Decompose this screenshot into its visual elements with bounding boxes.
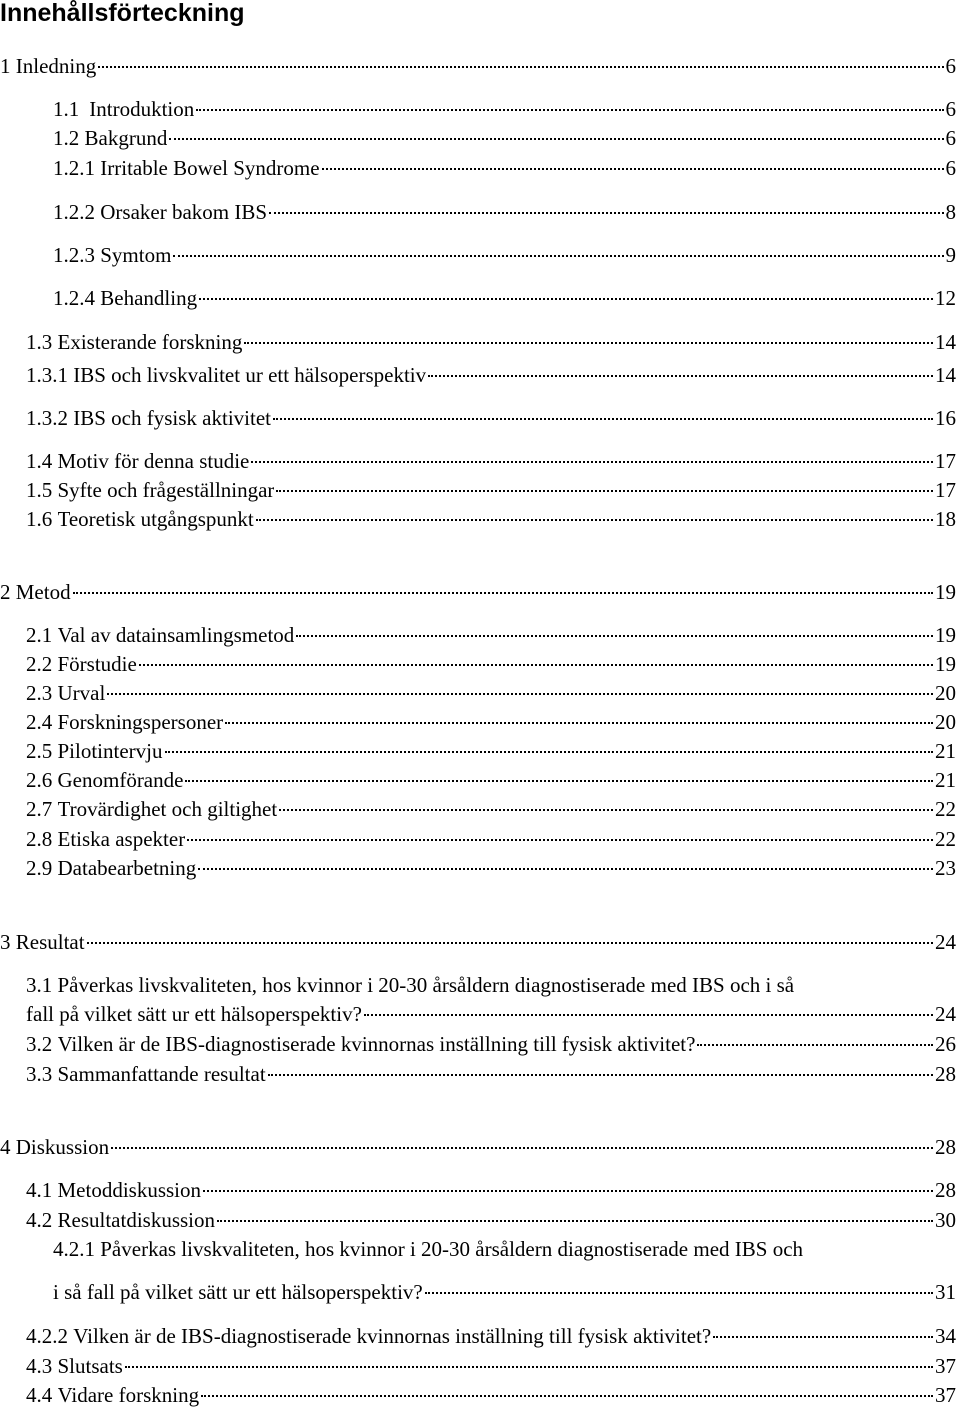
toc-entry-page: 37 — [935, 1383, 956, 1407]
leader-dots — [217, 1219, 933, 1222]
toc-entry-page: 23 — [935, 856, 956, 880]
leader-dots — [269, 211, 943, 214]
toc-entry-page: 26 — [935, 1032, 956, 1056]
leader-dots — [322, 167, 944, 170]
toc-entry-number: 1.2.1 — [53, 156, 95, 180]
toc-entry-page: 22 — [935, 827, 956, 851]
leader-dots — [273, 417, 933, 420]
leader-dots — [187, 838, 933, 841]
toc-entry-label: Resultat — [15, 930, 85, 954]
toc-entry-number: 1.4 — [26, 449, 53, 473]
toc-entry-page: 6 — [945, 97, 956, 121]
toc-entry-number: 2.2 — [26, 652, 53, 676]
toc-entry[interactable] — [26, 680, 956, 706]
leader-dots — [279, 808, 933, 811]
leader-dots — [428, 374, 933, 377]
toc-entry-label: IBS och livskvalitet ur ett hälsoperspektiv — [73, 363, 427, 387]
toc-entry-label: Sammanfattande resultat — [57, 1062, 266, 1086]
toc-entry-page: 14 — [935, 363, 956, 387]
toc-entry-label: Etiska aspekter — [57, 827, 186, 851]
leader-dots — [199, 297, 933, 300]
toc-entry-label: IBS och fysisk aktivitet — [73, 406, 271, 430]
leader-dots — [107, 692, 933, 695]
leader-dots — [697, 1043, 933, 1046]
toc-entry[interactable] — [26, 477, 956, 503]
toc-entry-number: 1.1 — [53, 97, 80, 121]
toc-entry-page: 24 — [935, 1002, 956, 1026]
leader-dots — [256, 518, 933, 521]
toc-entry[interactable] — [26, 1207, 956, 1233]
toc-entry[interactable] — [53, 199, 956, 225]
toc-entry[interactable] — [26, 767, 956, 793]
toc-entry[interactable] — [26, 826, 956, 852]
toc-entry-number: 2.5 — [26, 739, 53, 763]
toc-entry-label: Trovärdighet och giltighet — [57, 797, 278, 821]
toc-entry[interactable] — [26, 651, 956, 677]
toc-entry[interactable] — [26, 329, 956, 355]
leader-dots — [251, 460, 933, 463]
toc-entry-number: 4.2.2 — [26, 1324, 68, 1348]
toc-entry-number: 3.2 — [26, 1032, 53, 1056]
toc-entry-number: 1.5 — [26, 478, 53, 502]
toc-entry-label: Förstudie — [57, 652, 137, 676]
toc-entry-number: 2 — [0, 580, 11, 604]
toc-entry-wrapped[interactable] — [53, 1236, 956, 1262]
toc-entry-number: 2.9 — [26, 856, 53, 880]
toc-entry-number: 1.6 — [26, 507, 53, 531]
toc-entry-number: 4.3 — [26, 1354, 53, 1378]
toc-entry-page: 6 — [945, 126, 956, 150]
leader-dots — [713, 1335, 933, 1338]
toc-entry-number: 1.2 — [53, 126, 80, 150]
toc-entry-page: 8 — [945, 200, 956, 224]
leader-dots — [173, 254, 943, 257]
toc-entry[interactable] — [53, 125, 956, 151]
toc-entry-number: 2.1 — [26, 623, 53, 647]
toc-entry-number: 2.4 — [26, 710, 53, 734]
toc-entry-label: Motiv för denna studie — [57, 449, 250, 473]
toc-entry-number: 4.2 — [26, 1208, 53, 1232]
toc-entry-number: 3.3 — [26, 1062, 53, 1086]
toc-entry[interactable] — [26, 738, 956, 764]
toc-entry-number: 2.8 — [26, 827, 53, 851]
leader-dots — [201, 1394, 933, 1397]
toc-entry-number: 1.3 — [26, 330, 53, 354]
toc-entry-number: 1.2.4 — [53, 286, 95, 310]
toc-entry-label: Forskningspersoner — [57, 710, 224, 734]
toc-entry-label: Urval — [57, 681, 106, 705]
toc-entry-number: 2.3 — [26, 681, 53, 705]
leader-dots — [225, 721, 933, 724]
toc-entry[interactable] — [26, 709, 956, 735]
toc-entry-label: Påverkas livskvaliteten, hos kvinnor i 20-30 årsåldern diagnostiserade med IBS och i så — [57, 973, 795, 997]
toc-entry-wrapped[interactable] — [26, 972, 956, 998]
toc-entry-page: 6 — [945, 54, 956, 78]
toc-entry-label: Existerande forskning — [57, 330, 243, 354]
toc-entry-label: Diskussion — [15, 1135, 110, 1159]
toc-entry-number: 1.2.3 — [53, 243, 95, 267]
toc-entry-page: 21 — [935, 768, 956, 792]
toc-entry[interactable] — [0, 579, 956, 605]
toc-entry-page: 20 — [935, 681, 956, 705]
toc-entry[interactable] — [0, 53, 956, 79]
leader-dots — [425, 1291, 933, 1294]
leader-dots — [276, 489, 933, 492]
toc-entry-page: 17 — [935, 478, 956, 502]
toc-entry-page: 22 — [935, 797, 956, 821]
toc-entry-page: 9 — [945, 243, 956, 267]
toc-entry-label: Metod — [15, 580, 71, 604]
toc-entry-label: Introduktion — [89, 97, 195, 121]
toc-entry-page: 28 — [935, 1135, 956, 1159]
toc-entry-label-continued: i så fall på vilket sätt ur ett hälsoperspektiv? — [53, 1280, 423, 1304]
toc-entry-page: 16 — [935, 406, 956, 430]
toc-entry-label: Genomförande — [57, 768, 184, 792]
toc-entry[interactable] — [53, 285, 956, 311]
toc-entry[interactable] — [26, 855, 956, 881]
toc-entry[interactable] — [26, 362, 956, 388]
toc-entry-page: 20 — [935, 710, 956, 734]
leader-dots — [87, 941, 933, 944]
toc-entry[interactable] — [53, 242, 956, 268]
toc-entry-number: 1 — [0, 54, 11, 78]
toc-entry[interactable] — [26, 1177, 956, 1203]
toc-entry-page: 6 — [945, 156, 956, 180]
toc-entry-label: Vilken är de IBS-diagnostiserade kvinnornas inställning till fysisk aktivitet? — [57, 1032, 696, 1056]
toc-entry-label: Behandling — [100, 286, 198, 310]
leader-dots — [268, 1073, 933, 1076]
toc-entry-label: Påverkas livskvaliteten, hos kvinnor i 20-30 årsåldern diagnostiserade med IBS och — [100, 1237, 804, 1261]
leader-dots — [198, 867, 933, 870]
toc-entry[interactable] — [26, 405, 956, 431]
toc-entry-page: 21 — [935, 739, 956, 763]
toc-entry-label: Databearbetning — [57, 856, 197, 880]
toc-entry-page: 28 — [935, 1062, 956, 1086]
toc-entry-label: Bakgrund — [84, 126, 168, 150]
toc-entry-number: 3.1 — [26, 973, 53, 997]
toc-entry-page: 19 — [935, 623, 956, 647]
leader-dots — [139, 663, 933, 666]
toc-entry-page: 17 — [935, 449, 956, 473]
toc-entry-number: 3 — [0, 930, 11, 954]
toc-entry-label: Vidare forskning — [57, 1383, 200, 1407]
toc-entry-page: 31 — [935, 1280, 956, 1304]
leader-dots — [244, 341, 933, 344]
toc-entry-label: Val av datainsamlingsmetod — [57, 623, 295, 647]
toc-entry[interactable] — [53, 96, 956, 122]
toc-entry-number: 2.7 — [26, 797, 53, 821]
toc-entry-page: 19 — [935, 652, 956, 676]
toc-entry-page: 28 — [935, 1178, 956, 1202]
leader-dots — [203, 1189, 933, 1192]
toc-entry-page: 34 — [935, 1324, 956, 1348]
leader-dots — [196, 108, 943, 111]
toc-entry-label: Vilken är de IBS-diagnostiserade kvinnornas inställning till fysisk aktivitet? — [73, 1324, 712, 1348]
toc-entry-page: 24 — [935, 930, 956, 954]
toc-entry[interactable] — [26, 448, 956, 474]
leader-dots — [111, 1146, 933, 1149]
toc-entry[interactable] — [0, 1134, 956, 1160]
toc-entry-number: 1.3.1 — [26, 363, 68, 387]
toc-title: Innehållsförteckning — [0, 0, 245, 27]
toc-entry-label: Symtom — [100, 243, 172, 267]
toc-entry-label: Resultatdiskussion — [57, 1208, 216, 1232]
toc-entry-label: Irritable Bowel Syndrome — [100, 156, 320, 180]
toc-entry[interactable] — [0, 929, 956, 955]
toc-entry-label: Pilotintervju — [57, 739, 163, 763]
toc-entry-label: Syfte och frågeställningar — [57, 478, 275, 502]
toc-entry-page: 37 — [935, 1354, 956, 1378]
toc-entry[interactable] — [26, 622, 956, 648]
toc-entry-label: Inledning — [15, 54, 97, 78]
toc-entry-number: 4 — [0, 1135, 11, 1159]
toc-entry-number: 1.3.2 — [26, 406, 68, 430]
toc-entry[interactable] — [53, 155, 956, 181]
toc-entry-number: 1.2.2 — [53, 200, 95, 224]
toc-entry-label: Teoretisk utgångspunkt — [57, 507, 254, 531]
toc-entry-label-continued: fall på vilket sätt ur ett hälsoperspektiv? — [26, 1002, 362, 1026]
toc-entry[interactable] — [26, 1061, 956, 1087]
toc-entry[interactable] — [26, 1323, 956, 1349]
toc-entry-number: 4.4 — [26, 1383, 53, 1407]
toc-entry[interactable] — [26, 506, 956, 532]
leader-dots — [169, 137, 943, 140]
leader-dots — [185, 779, 933, 782]
toc-entry-continuation[interactable] — [26, 1001, 956, 1027]
toc-entry[interactable] — [26, 796, 956, 822]
toc-entry-number: 2.6 — [26, 768, 53, 792]
toc-entry-page: 12 — [935, 286, 956, 310]
leader-dots — [125, 1365, 933, 1368]
toc-entry-continuation[interactable] — [53, 1279, 956, 1305]
toc-entry-page: 18 — [935, 507, 956, 531]
leader-dots — [364, 1013, 933, 1016]
toc-entry-label: Orsaker bakom IBS — [100, 200, 268, 224]
leader-dots — [73, 591, 933, 594]
toc-entry[interactable] — [26, 1031, 956, 1057]
leader-dots — [98, 65, 943, 68]
leader-dots — [165, 750, 934, 753]
toc-entry-page: 14 — [935, 330, 956, 354]
toc-entry[interactable] — [26, 1382, 956, 1408]
toc-entry-label: Metoddiskussion — [57, 1178, 202, 1202]
leader-dots — [296, 634, 933, 637]
toc-entry-label: Slutsats — [57, 1354, 123, 1378]
toc-entry[interactable] — [26, 1353, 956, 1379]
toc-entry-number: 4.2.1 — [53, 1237, 95, 1261]
toc-entry-page: 30 — [935, 1208, 956, 1232]
toc-entry-number: 4.1 — [26, 1178, 53, 1202]
toc-entry-page: 19 — [935, 580, 956, 604]
